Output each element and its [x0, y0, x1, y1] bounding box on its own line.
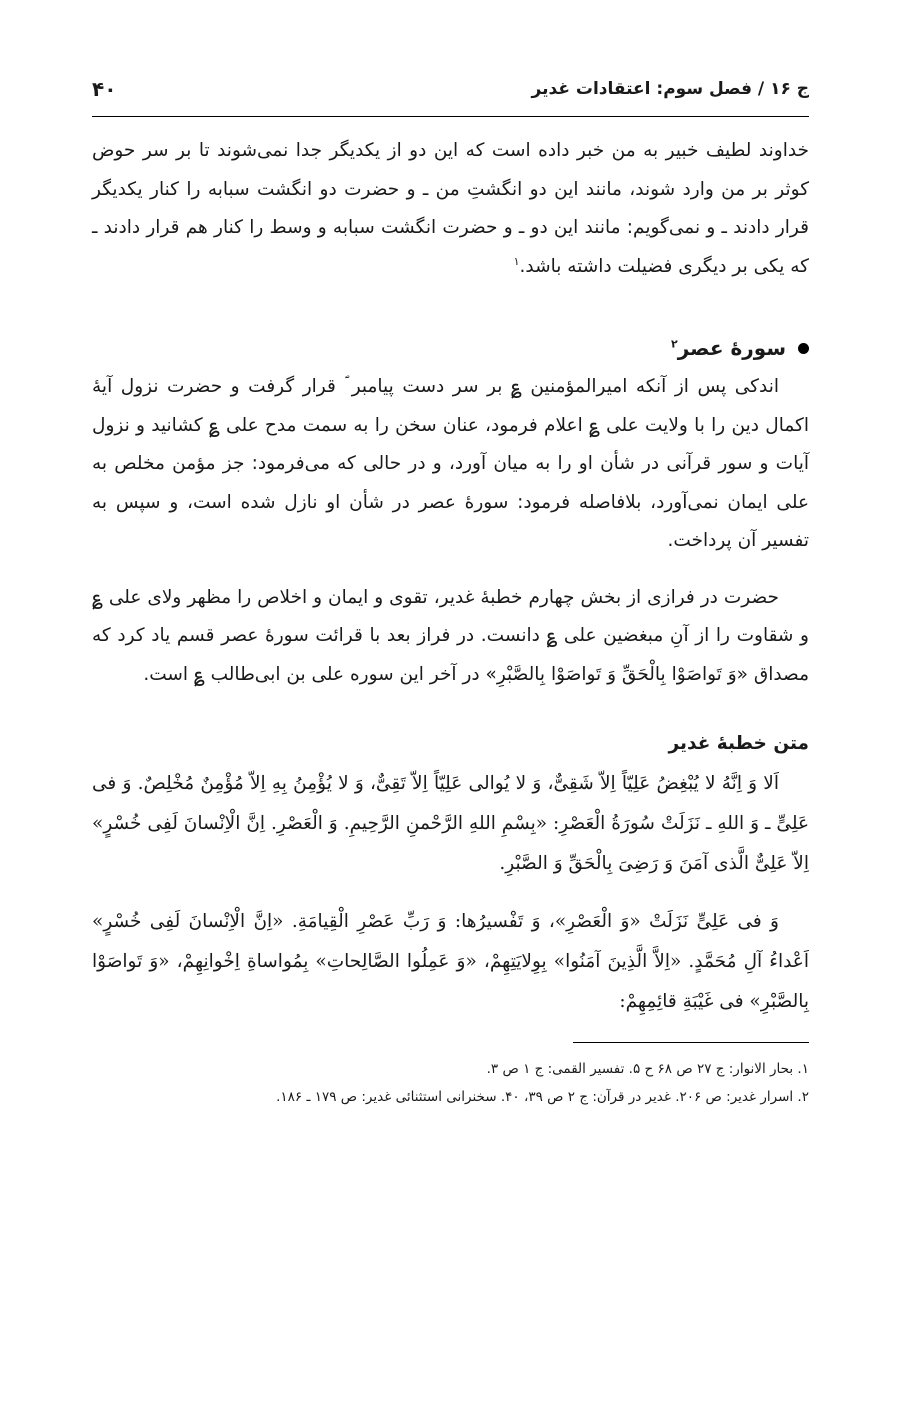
page-header [92, 62, 809, 116]
arabic-passage-2: وَ فی عَلِیٍّ نَزَلَتْ «وَ الْعَصْرِ»، وَ تَفْسیرُها: وَ رَبِّ عَصْرِ الْقِیامَةِ. «اِنَّ الْاِنْسانَ لَفِی خُسْرٍ» اَعْداءُ آلِ مُحَمَّدٍ. «اِلاَّ الَّذِینَ آمَنُوا» بِوِلایَتِهِمْ، «وَ عَمِلُوا الصَّالِحاتِ» بِمُواساةِ اِخْوانِهِمْ، «وَ تَواصَوْا بِالصَّبْرِ» فی غَیْبَةِ قائِمِهِمْ: [92, 911, 809, 1012]
running-title: ج ۱۶ / فصل سوم: اعتقادات غدیر [531, 79, 809, 99]
paragraph-intro: اندکی پس از آنکه امیرالمؤمنین ؏ بر سر دست پیامبر ؐ قرار گرفت و حضرت نزول آیهٔ اکمال دین را با ولایت علی ؏ اعلام فرمود، عنان سخن را به سمت مدح علی ؏ کشانید و نزول آیات و سور قرآنی در شأن او را به میان آورد، و در حالی که می‌فرمود: جز مؤمن مخلص به علی ایمان نمی‌آورد، بلافاصله فرمود: سورهٔ عصر در شأن او نازل شده است، و سپس به تفسیر آن پرداخت. [92, 376, 809, 551]
footnote-ref-1: ۱ [513, 254, 520, 268]
paragraph-hadith-thaqalayn [92, 132, 809, 286]
subheading-sermon-text: متن خطبهٔ غدیر [668, 733, 809, 754]
section-title: سورهٔ عصر [677, 336, 786, 360]
page-number: ۴۰ [92, 77, 117, 101]
paragraph-context: حضرت در فرازی از بخش چهارم خطبهٔ غدیر، تقوی و ایمان و اخلاص را مظهر ولای علی ؏ و شقاوت را از آنِ مبغضین علی ؏ دانست. در فراز بعد با قرائت سورهٔ عصر قسم یاد کرد که مصداق «وَ تَواصَوْا بِالْحَقِّ وَ تَواصَوْا بِالصَّبْرِ» در آخر این سوره علی بن ابی‌طالب ؏ است. [92, 586, 809, 685]
footnote-2: ۲. اسرار غدیر: ص ۲۰۶. غدیر در قرآن: ج ۲ ص ۳۹، ۴۰. سخنرانی استثنائی غدیر: ص ۱۷۹ ـ ۱۸۶. [276, 1089, 809, 1105]
footnote-1: ۱. بحار الانوار: ج ۲۷ ص ۶۸ ح ۵. تفسیر القمی: ج ۱ ص ۳. [486, 1061, 809, 1077]
paragraph-text: خداوند لطیف خبیر به من خبر داده است که این دو از یکدیگر جدا نمی‌شوند تا بر سر حوض کوثر بر من وارد شوند، مانند این دو انگشتِ من ـ و حضرت دو انگشت سبابه را کنار یکدیگر قرار دادند ـ و نمی‌گویم: مانند این دو ـ و حضرت انگشت سبابه و وسط را کنار هم قرار دادند ـ که یکی بر دیگری فضیلت داشته باشد. [92, 140, 809, 277]
bullet-icon [798, 343, 809, 354]
footnote-rule [573, 1042, 809, 1043]
footnotes [92, 1055, 809, 1111]
header-rule [92, 116, 809, 117]
book-page [92, 62, 809, 1111]
section-heading [92, 328, 809, 368]
arabic-passage-1: اَلا وَ اِنَّهُ لا یُبْغِضُ عَلِیّاً اِلاّ شَقِیٌّ، وَ لا یُوالی عَلِیّاً اِلاّ تَقِیٌّ، وَ لا یُؤْمِنُ بِهِ اِلاّ مُؤْمِنٌ مُخْلِصٌ. وَ فی عَلِیٍّ ـ وَ اللهِ ـ نَزَلَتْ سُورَةُ الْعَصْرِ: «بِسْمِ اللهِ الرَّحْمنِ الرَّحِیمِ. وَ الْعَصْرِ. اِنَّ الْاِنْسانَ لَفِی خُسْرٍ» اِلاّ عَلِیٌّ الَّذی آمَنَ وَ رَضِیَ بِالْحَقِّ وَ الصَّبْرِ. [92, 773, 809, 874]
footnote-ref-2: ۲ [670, 337, 678, 351]
